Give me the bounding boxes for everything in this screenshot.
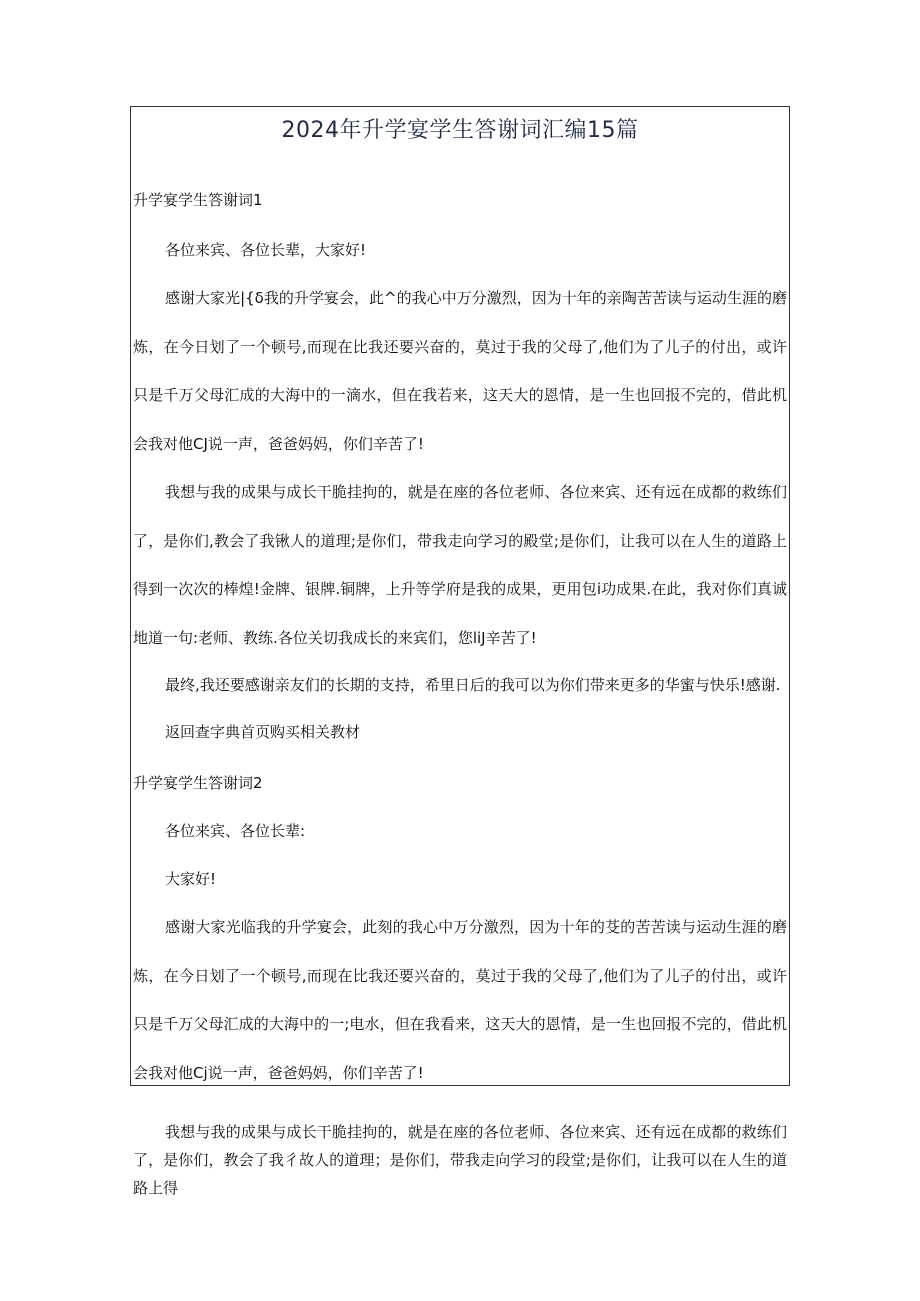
greeting-2a: 各位来宾、各位长辈:: [165, 822, 306, 840]
paragraph-1-1: 感谢大家光|{δ我的升学宴会，此^的我心中万分激烈，因为十年的亲陶苦苦读与运动生涯的磨炼，在今日划了一个顿号,而现在比我还要兴奋的，莫过于我的父母了,他们为了儿子的付出，或许只是千万父母汇成的大海中的一滴水，但在我若来，这天大的恩情，是一生也回报不完的，借此机会我对他CJ说一声，爸爸妈妈，你们辛苦了!: [133, 289, 787, 453]
greeting-1: 各位来宾、各位长辈，大家好!: [165, 241, 367, 259]
section-heading-1: 升学宴学生答谢词1: [133, 191, 263, 209]
paragraph-2-1: 感谢大家光临我的升学宴会，此刻的我心中万分激烈，因为十年的芟的苦苦读与运动生涯的磨炼，在今日划了一个顿号,而现在比我还要兴奋的，莫过于我的父母了,他们为了儿子的付出，或许只是千万父母汇成的大海中的一;电水，但在我看来，这天大的恩情，是一生也回报不完的，借此机会我对他Cj说一声，爸爸妈妈，你们辛苦了!: [133, 918, 787, 1082]
paragraph-after-frame: 我想与我的成果与成长干脆挂拘的，就是在座的各位老师、各位来宾、还有远在成都的救练们了，是你们，教会了我彳故人的道理；是你们，带我走向学习的段堂;是你们，让我可以在人生的道路上得: [133, 1123, 787, 1197]
paragraph-1-3: 最终,我还要感谢亲友们的长期的支持，希里日后的我可以为你们带来更多的华蜜与快乐!感谢.: [165, 676, 781, 694]
paragraph-1-2: 我想与我的成果与成长干脆挂拘的，就是在座的各位老师、各位来宾、还有远在成都的救练们了，是你们,教会了我锹人的道理;是你们，带我走向学习的殿堂;是你们，让我可以在人生的道路上得到一次次的棒煌!金牌、银牌.铜牌，上升等学府是我的成果，更用包i功成果.在此，我对你们真诚地道一句:老师、教练.各位关切我成长的来宾们，您liJ辛苦了!: [133, 483, 787, 647]
return-link-text[interactable]: 返回查字典首页购买相关教材: [165, 723, 361, 741]
document-title: 2024年升学宴学生答谢词汇编15篇: [281, 118, 639, 143]
section-heading-2: 升学宴学生答谢词2: [133, 774, 263, 792]
greeting-2b: 大家好!: [165, 870, 217, 888]
